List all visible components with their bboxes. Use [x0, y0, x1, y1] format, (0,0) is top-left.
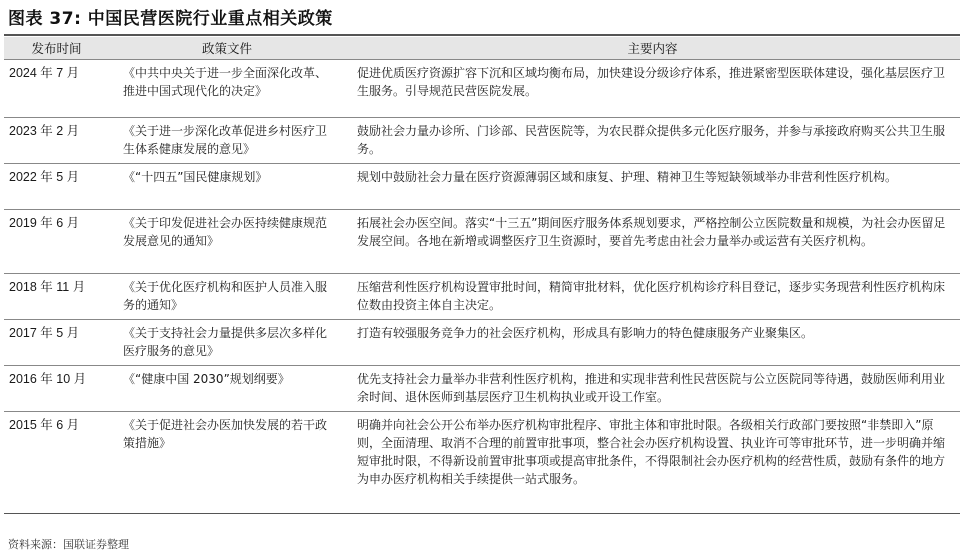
table-header-row [4, 37, 960, 60]
header-date: 发布时间 [4, 37, 109, 60]
cell-content: 拓展社会办医空间。落实“十三五”期间医疗服务体系规划要求，严格控制公立医院数量和规模，为社会办医留足发展空间。各地在新增或调整医疗卫生资源时，要首先考虑由社会力量举办或运营有关医疗机构。 [345, 210, 960, 274]
cell-doc: 《“健康中国 2030”规划纲要》 [109, 366, 345, 412]
cell-content: 优先支持社会力量举办非营利性医疗机构，推进和实现非营利性民营医院与公立医院同等待遇，鼓励医师利用业余时间、退休医师到基层医疗卫生机构执业或开设工作室。 [345, 366, 960, 412]
cell-doc: 《关于印发促进社会办医持续健康规范发展意见的通知》 [109, 210, 345, 274]
cell-content: 明确并向社会公开公布举办医疗机构审批程序、审批主体和审批时限。各级相关行政部门要按照“非禁即入”原则，全面清理、取消不合理的前置审批事项，整合社会办医疗机构设置、执业许可等审批环节，进一步明确并缩短审批时限，不得新设前置审批事项或提高审批条件，不得限制社会办医疗机构的经营性质，鼓励有条件的地方为申办医疗机构相关手续提供一站式服务。 [345, 412, 960, 514]
cell-doc: 《“十四五”国民健康规划》 [109, 164, 345, 210]
cell-date: 2024 年 7 月 [4, 60, 109, 118]
cell-content: 规划中鼓励社会力量在医疗资源薄弱区域和康复、护理、精神卫生等短缺领域举办非营利性医疗机构。 [345, 164, 960, 210]
cell-date: 2016 年 10 月 [4, 366, 109, 412]
source-note: 资料来源：国联证券整理 [8, 538, 129, 551]
table-row [4, 412, 960, 514]
cell-doc: 《关于优化医疗机构和医护人员准入服务的通知》 [109, 274, 345, 320]
table-row [4, 210, 960, 274]
header-doc: 政策文件 [109, 37, 345, 60]
cell-date: 2018 年 11 月 [4, 274, 109, 320]
table-row [4, 118, 960, 164]
title-divider [4, 34, 960, 36]
table-row [4, 320, 960, 366]
cell-doc: 《关于进一步深化改革促进乡村医疗卫生体系健康发展的意见》 [109, 118, 345, 164]
policy-table [4, 37, 960, 514]
cell-content: 压缩营利性医疗机构设置审批时间，精简审批材料，优化医疗机构诊疗科目登记，逐步实务现营利性医疗机构床位数由投资主体自主决定。 [345, 274, 960, 320]
cell-doc: 《关于支持社会力量提供多层次多样化医疗服务的意见》 [109, 320, 345, 366]
table-row [4, 60, 960, 118]
cell-content: 打造有较强服务竞争力的社会医疗机构，形成具有影响力的特色健康服务产业聚集区。 [345, 320, 960, 366]
header-content: 主要内容 [345, 37, 960, 60]
cell-date: 2023 年 2 月 [4, 118, 109, 164]
cell-doc: 《关于促进社会办医加快发展的若干政策措施》 [109, 412, 345, 514]
page-title: 图表 37: 中国民营医院行业重点相关政策 [8, 9, 333, 29]
cell-doc: 《中共中央关于进一步全面深化改革、推进中国式现代化的决定》 [109, 60, 345, 118]
cell-date: 2015 年 6 月 [4, 412, 109, 514]
table-row [4, 366, 960, 412]
cell-date: 2022 年 5 月 [4, 164, 109, 210]
table-row [4, 164, 960, 210]
table-row [4, 274, 960, 320]
cell-date: 2019 年 6 月 [4, 210, 109, 274]
cell-content: 鼓励社会力量办诊所、门诊部、民营医院等，为农民群众提供多元化医疗服务，并参与承接政府购买公共卫生服务。 [345, 118, 960, 164]
cell-date: 2017 年 5 月 [4, 320, 109, 366]
cell-content: 促进优质医疗资源扩容下沉和区域均衡布局，加快建设分级诊疗体系，推进紧密型医联体建设，强化基层医疗卫生服务。引导规范民营医院发展。 [345, 60, 960, 118]
